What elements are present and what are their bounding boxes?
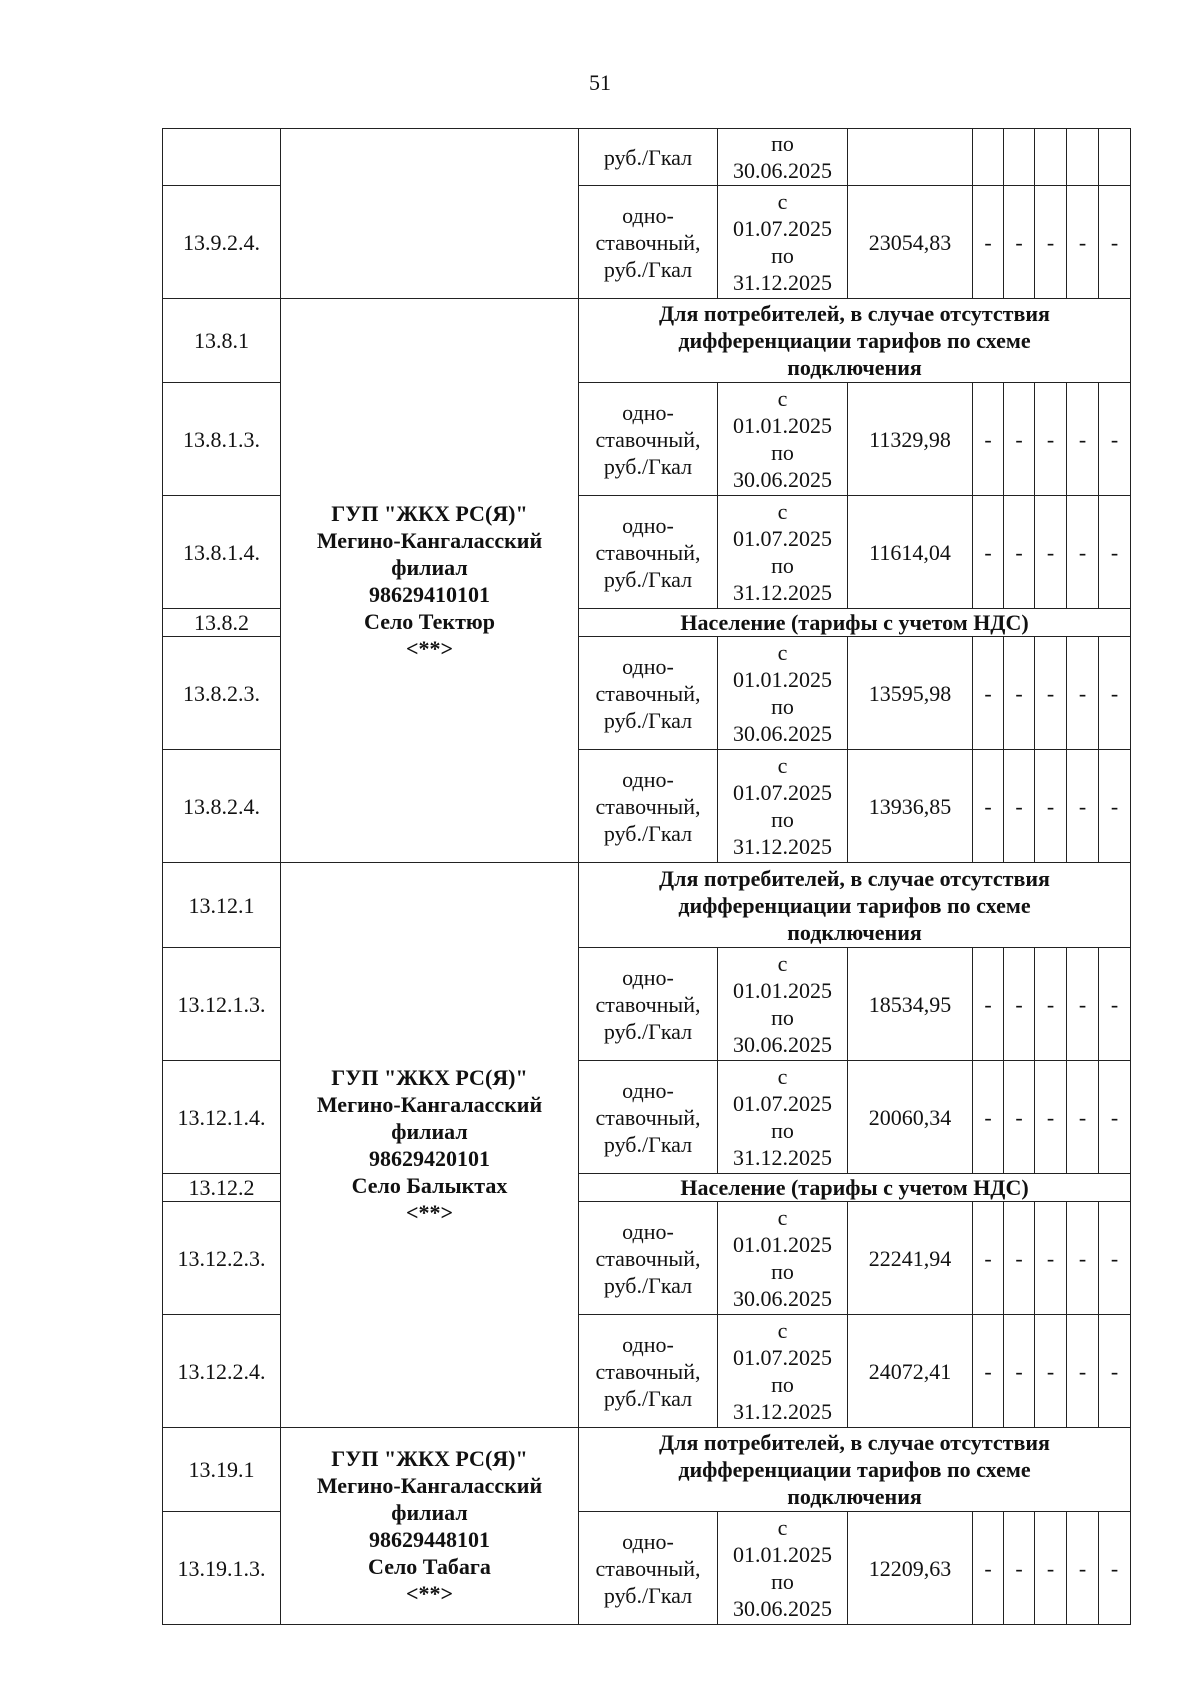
tariff-value-cell: 20060,34 [848, 1061, 973, 1174]
dash-cell [1004, 129, 1035, 186]
dash-cell: - [973, 186, 1004, 299]
dash-cell: - [973, 1512, 1004, 1625]
rate-type-cell: одно- ставочный, руб./Гкал [579, 1202, 718, 1315]
dash-cell: - [1004, 1512, 1035, 1625]
rate-type-cell: одно- ставочный, руб./Гкал [579, 750, 718, 863]
row-id-cell: 13.12.2 [163, 1174, 281, 1202]
tariff-value-cell: 12209,63 [848, 1512, 973, 1625]
dash-cell [973, 129, 1004, 186]
dash-cell: - [1099, 1202, 1131, 1315]
organization-cell: ГУП "ЖКХ РС(Я)" Мегино-Кангаласский филиал 98629420101 Село Балыктах <**> [281, 863, 579, 1428]
dash-cell: - [1067, 1061, 1099, 1174]
section-title-cell: Для потребителей, в случае отсутствия дифференциации тарифов по схеме подключения [579, 299, 1131, 383]
section-title-cell: Население (тарифы с учетом НДС) [579, 1174, 1131, 1202]
dash-cell [1067, 129, 1099, 186]
dash-cell: - [973, 750, 1004, 863]
tariff-value-cell: 22241,94 [848, 1202, 973, 1315]
dash-cell: - [1004, 750, 1035, 863]
dash-cell: - [973, 637, 1004, 750]
tariff-value-cell: 18534,95 [848, 948, 973, 1061]
period-cell: с 01.07.2025 по 31.12.2025 [718, 1061, 848, 1174]
tariff-value-cell [848, 129, 973, 186]
dash-cell: - [1004, 637, 1035, 750]
dash-cell: - [1099, 948, 1131, 1061]
tariff-table [162, 128, 1131, 1625]
rate-type-cell: одно- ставочный, руб./Гкал [579, 496, 718, 609]
dash-cell: - [1099, 1512, 1131, 1625]
dash-cell: - [1004, 1061, 1035, 1174]
dash-cell: - [973, 1315, 1004, 1428]
row-id-cell: 13.12.1 [163, 863, 281, 948]
tariff-value-cell: 11614,04 [848, 496, 973, 609]
dash-cell: - [1067, 383, 1099, 496]
period-cell: с 01.01.2025 по 30.06.2025 [718, 383, 848, 496]
dash-cell: - [1035, 1202, 1067, 1315]
rate-type-cell: одно- ставочный, руб./Гкал [579, 1061, 718, 1174]
dash-cell: - [1035, 496, 1067, 609]
dash-cell: - [1004, 383, 1035, 496]
dash-cell: - [1035, 637, 1067, 750]
dash-cell: - [1099, 637, 1131, 750]
dash-cell: - [1099, 186, 1131, 299]
period-cell: с 01.07.2025 по 31.12.2025 [718, 186, 848, 299]
row-id-cell: 13.9.2.4. [163, 186, 281, 299]
tariff-value-cell: 23054,83 [848, 186, 973, 299]
dash-cell: - [1035, 1315, 1067, 1428]
tariff-value-cell: 11329,98 [848, 383, 973, 496]
dash-cell: - [1067, 750, 1099, 863]
row-id-cell: 13.19.1 [163, 1428, 281, 1512]
rate-type-cell: одно- ставочный, руб./Гкал [579, 1512, 718, 1625]
dash-cell: - [1067, 637, 1099, 750]
period-cell: по 30.06.2025 [718, 129, 848, 186]
dash-cell: - [1099, 383, 1131, 496]
rate-type-cell: одно- ставочный, руб./Гкал [579, 1315, 718, 1428]
section-title-cell: Население (тарифы с учетом НДС) [579, 609, 1131, 637]
period-cell: с 01.01.2025 по 30.06.2025 [718, 1202, 848, 1315]
table-row [163, 129, 1131, 186]
dash-cell [1035, 129, 1067, 186]
rate-type-cell: руб./Гкал [579, 129, 718, 186]
dash-cell: - [973, 1202, 1004, 1315]
dash-cell: - [1035, 1061, 1067, 1174]
rate-type-cell: одно- ставочный, руб./Гкал [579, 186, 718, 299]
row-id-cell: 13.12.1.3. [163, 948, 281, 1061]
table-row [163, 299, 1131, 383]
rate-type-cell: одно- ставочный, руб./Гкал [579, 383, 718, 496]
dash-cell: - [973, 1061, 1004, 1174]
row-id-cell: 13.12.2.4. [163, 1315, 281, 1428]
dash-cell: - [1035, 948, 1067, 1061]
period-cell: с 01.01.2025 по 30.06.2025 [718, 1512, 848, 1625]
section-title-cell: Для потребителей, в случае отсутствия дифференциации тарифов по схеме подключения [579, 863, 1131, 948]
dash-cell: - [1035, 186, 1067, 299]
dash-cell: - [1035, 383, 1067, 496]
dash-cell: - [1067, 1315, 1099, 1428]
dash-cell: - [1035, 750, 1067, 863]
section-title-cell: Для потребителей, в случае отсутствия дифференциации тарифов по схеме подключения [579, 1428, 1131, 1512]
dash-cell: - [1004, 948, 1035, 1061]
organization-cell: ГУП "ЖКХ РС(Я)" Мегино-Кангаласский филиал 98629448101 Село Табага <**> [281, 1428, 579, 1625]
row-id-cell: 13.12.2.3. [163, 1202, 281, 1315]
organization-cell [281, 129, 579, 299]
dash-cell: - [1004, 186, 1035, 299]
rate-type-cell: одно- ставочный, руб./Гкал [579, 637, 718, 750]
dash-cell: - [1067, 1512, 1099, 1625]
dash-cell: - [1099, 1315, 1131, 1428]
period-cell: с 01.01.2025 по 30.06.2025 [718, 637, 848, 750]
dash-cell [1099, 129, 1131, 186]
dash-cell: - [1099, 496, 1131, 609]
period-cell: с 01.07.2025 по 31.12.2025 [718, 496, 848, 609]
tariff-value-cell: 24072,41 [848, 1315, 973, 1428]
period-cell: с 01.01.2025 по 30.06.2025 [718, 948, 848, 1061]
row-id-cell: 13.8.1.4. [163, 496, 281, 609]
table-row [163, 863, 1131, 948]
table-row [163, 1428, 1131, 1512]
row-id-cell: 13.8.2 [163, 609, 281, 637]
dash-cell: - [1099, 1061, 1131, 1174]
dash-cell: - [973, 383, 1004, 496]
dash-cell: - [1067, 186, 1099, 299]
dash-cell: - [1004, 1315, 1035, 1428]
dash-cell: - [1035, 1512, 1067, 1625]
rate-type-cell: одно- ставочный, руб./Гкал [579, 948, 718, 1061]
dash-cell: - [1067, 496, 1099, 609]
tariff-value-cell: 13936,85 [848, 750, 973, 863]
row-id-cell: 13.8.1 [163, 299, 281, 383]
row-id-cell [163, 129, 281, 186]
row-id-cell: 13.19.1.3. [163, 1512, 281, 1625]
dash-cell: - [1067, 948, 1099, 1061]
period-cell: с 01.07.2025 по 31.12.2025 [718, 1315, 848, 1428]
dash-cell: - [1067, 1202, 1099, 1315]
organization-cell: ГУП "ЖКХ РС(Я)" Мегино-Кангаласский филиал 98629410101 Село Тектюр <**> [281, 299, 579, 863]
dash-cell: - [973, 496, 1004, 609]
dash-cell: - [1004, 1202, 1035, 1315]
dash-cell: - [1004, 496, 1035, 609]
row-id-cell: 13.8.2.4. [163, 750, 281, 863]
row-id-cell: 13.8.1.3. [163, 383, 281, 496]
period-cell: с 01.07.2025 по 31.12.2025 [718, 750, 848, 863]
dash-cell: - [973, 948, 1004, 1061]
row-id-cell: 13.12.1.4. [163, 1061, 281, 1174]
page-number: 51 [589, 70, 611, 95]
dash-cell: - [1099, 750, 1131, 863]
tariff-value-cell: 13595,98 [848, 637, 973, 750]
row-id-cell: 13.8.2.3. [163, 637, 281, 750]
